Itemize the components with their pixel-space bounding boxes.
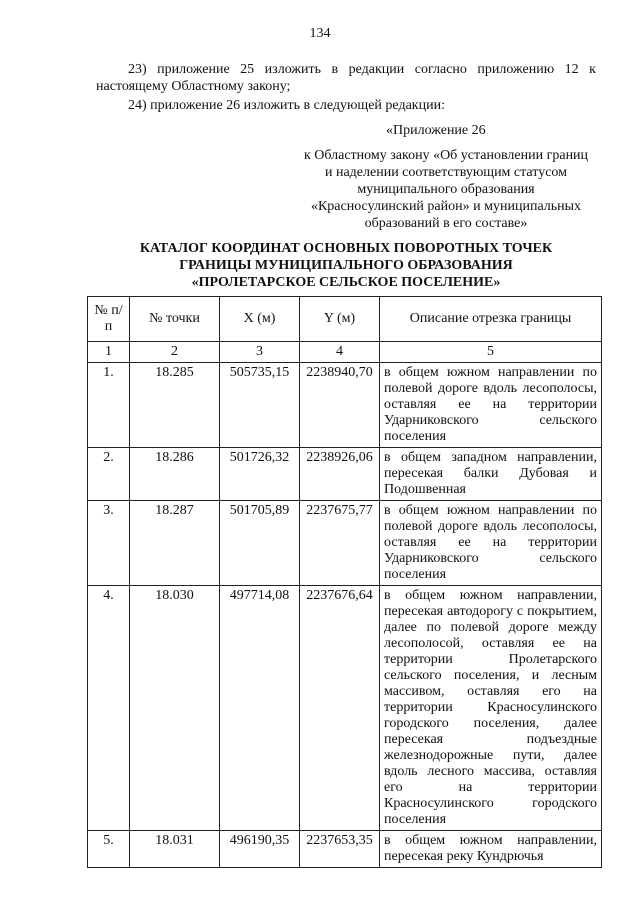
header-y: Y (м) xyxy=(300,297,380,342)
table-row xyxy=(88,363,602,448)
col-number: 3 xyxy=(220,342,300,363)
row-x: 505735,15 xyxy=(220,363,300,448)
page-number: 134 xyxy=(309,26,331,41)
col-number: 2 xyxy=(130,342,220,363)
coordinates-table xyxy=(87,296,602,868)
row-point: 18.031 xyxy=(130,831,220,868)
row-y: 2237676,64 xyxy=(300,586,380,831)
appendix-subtitle: к Областному закону «Об установлении границ и наделении соответствующим статусом муниципального образования «Красносулинский район» и муниципальных образований в его составе» xyxy=(303,148,589,231)
col-number: 5 xyxy=(380,342,602,363)
column-number-row xyxy=(88,342,602,363)
row-x: 496190,35 xyxy=(220,831,300,868)
table-row xyxy=(88,501,602,586)
row-num: 3. xyxy=(88,501,130,586)
header-x: X (м) xyxy=(220,297,300,342)
row-x: 501705,89 xyxy=(220,501,300,586)
row-point: 18.286 xyxy=(130,448,220,501)
table-row xyxy=(88,448,602,501)
header-point: № точки xyxy=(130,297,220,342)
row-desc: в общем западном направлении, пересекая балки Дубовая и Подошвенная xyxy=(380,448,602,501)
row-num: 4. xyxy=(88,586,130,831)
header-desc: Описание отрезка границы xyxy=(380,297,602,342)
col-number: 1 xyxy=(88,342,130,363)
table-row xyxy=(88,831,602,868)
row-point: 18.287 xyxy=(130,501,220,586)
row-desc: в общем южном направлении по полевой дороге вдоль лесополосы, оставляя ее на территории Ударниковского сельского поселения xyxy=(380,363,602,448)
row-num: 2. xyxy=(88,448,130,501)
appendix-header xyxy=(300,122,592,139)
catalog-title-line1: КАТАЛОГ КООРДИНАТ ОСНОВНЫХ ПОВОРОТНЫХ ТОЧЕК xyxy=(139,241,553,256)
paragraph-24: 24) приложение 26 изложить в следующей редакции: xyxy=(128,98,445,113)
catalog-title-line3: «ПРОЛЕТАРСКОЕ СЕЛЬСКОЕ ПОСЕЛЕНИЕ» xyxy=(191,275,501,290)
table-row xyxy=(88,586,602,831)
header-num: № п/п xyxy=(88,297,130,342)
appendix-title: «Приложение 26 xyxy=(386,123,486,138)
col-number: 4 xyxy=(300,342,380,363)
row-desc: в общем южном направлении по полевой дороге вдоль лесополосы, оставляя ее на территории Ударниковского сельского поселения xyxy=(380,501,602,586)
row-y: 2238926,06 xyxy=(300,448,380,501)
row-num: 5. xyxy=(88,831,130,868)
paragraph-23: 23) приложение 25 изложить в редакции согласно приложению 12 к настоящему Областному закону; xyxy=(96,62,596,94)
row-y: 2237675,77 xyxy=(300,501,380,586)
row-desc: в общем южном направлении, пересекая реку Кундрючья xyxy=(380,831,602,868)
row-y: 2238940,70 xyxy=(300,363,380,448)
row-y: 2237653,35 xyxy=(300,831,380,868)
row-point: 18.030 xyxy=(130,586,220,831)
row-x: 497714,08 xyxy=(220,586,300,831)
catalog-title-line2: ГРАНИЦЫ МУНИЦИПАЛЬНОГО ОБРАЗОВАНИЯ xyxy=(179,258,513,273)
row-desc: в общем южном направлении, пересекая автодорогу с покрытием, далее по полевой дороге между лесополосой, оставляя ее на территории Пролетарского сельского поселения, и лесным массивом, оставляя его на территории Красносулинского городского поселения, далее пересекая подъездные железнодорожные пути, далее вдоль лесного массива, оставляя его на территории Красносулинского городского поселения xyxy=(380,586,602,831)
catalog-title xyxy=(96,240,596,291)
appendix-subtitle-block xyxy=(300,147,592,232)
row-num: 1. xyxy=(88,363,130,448)
row-point: 18.285 xyxy=(130,363,220,448)
row-x: 501726,32 xyxy=(220,448,300,501)
table-header-row xyxy=(88,297,602,342)
